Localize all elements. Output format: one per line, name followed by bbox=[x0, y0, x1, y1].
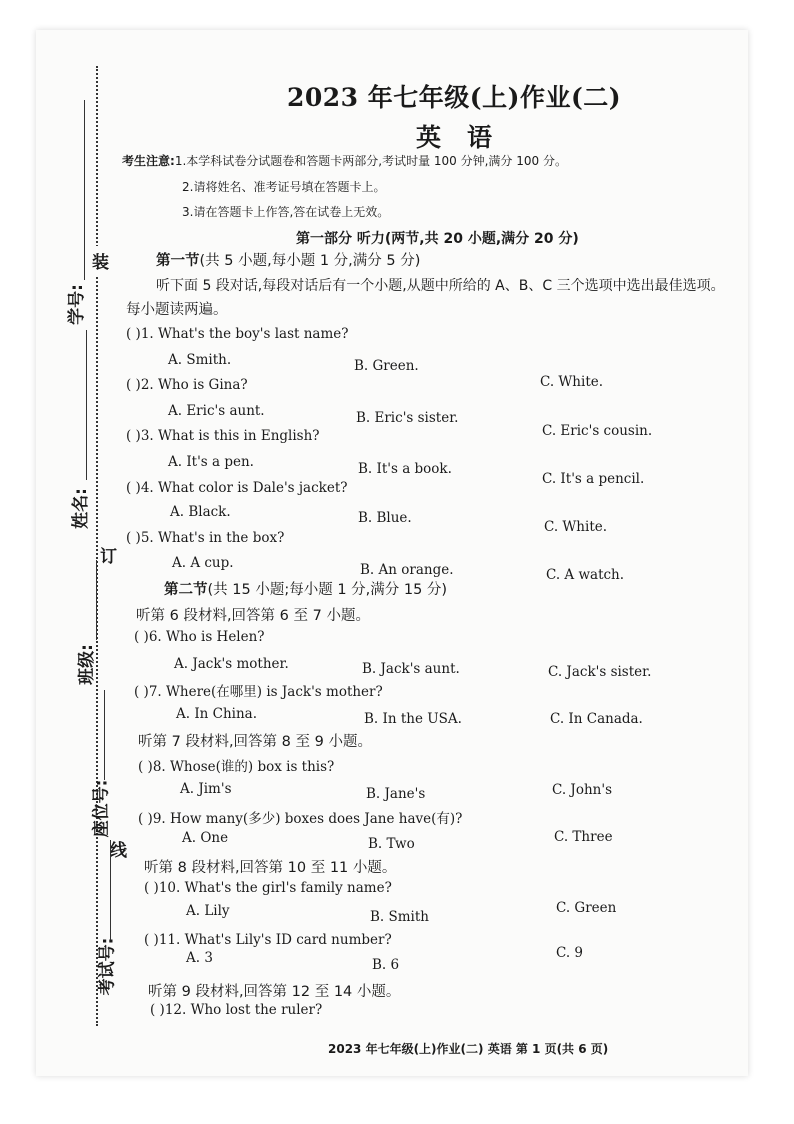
option-c: C. In Canada. bbox=[550, 711, 643, 727]
option-a: A. In China. bbox=[176, 706, 258, 722]
section1-info: (共 5 小题,每小题 1 分,满分 5 分) bbox=[199, 253, 421, 269]
question-6 bbox=[134, 629, 265, 645]
option-a: A. It's a pen. bbox=[168, 454, 254, 470]
option-b: B. 6 bbox=[372, 957, 400, 973]
answer-blank[interactable]: ( ) bbox=[126, 480, 141, 496]
option-c: C. White. bbox=[540, 374, 604, 390]
question-number: 11. bbox=[158, 932, 181, 948]
question-text: Where(在哪里) is Jack's mother? bbox=[166, 684, 383, 700]
material-note-7: 听第 7 段材料,回答第 8 至 9 小题。 bbox=[138, 734, 372, 750]
field-class-line bbox=[96, 560, 97, 640]
notice-item: 1.本学科试卷分试题卷和答题卡两部分,考试时量 100 分钟,满分 100 分。 bbox=[174, 154, 567, 168]
option-b: B. Jack's aunt. bbox=[362, 661, 460, 677]
question-1 bbox=[126, 326, 349, 342]
answer-blank[interactable]: ( ) bbox=[134, 629, 149, 645]
section2-info: (共 15 小题;每小题 1 分,满分 15 分) bbox=[207, 582, 448, 598]
option-c: C. A watch. bbox=[546, 567, 625, 583]
option-c: C. It's a pencil. bbox=[542, 471, 645, 487]
option-b: B. It's a book. bbox=[358, 461, 452, 477]
option-c: C. Green bbox=[556, 900, 617, 916]
question-3 bbox=[126, 428, 320, 444]
field-name-line bbox=[86, 330, 87, 480]
option-a: A. Lily bbox=[186, 903, 230, 919]
question-5 bbox=[126, 530, 284, 546]
option-b: B. In the USA. bbox=[364, 711, 462, 727]
answer-blank[interactable]: ( ) bbox=[138, 811, 153, 827]
answer-blank[interactable]: ( ) bbox=[138, 759, 153, 775]
question-text: What is this in English? bbox=[158, 428, 320, 444]
section2-title: 第二节 bbox=[164, 582, 208, 598]
binding-mark-xian: 线 bbox=[110, 834, 127, 863]
option-a: A. Jack's mother. bbox=[174, 656, 289, 672]
part1-heading: 第一部分 听力(两节,共 20 小题,满分 20 分) bbox=[296, 231, 579, 247]
question-12 bbox=[150, 1002, 322, 1018]
question-text: Whose(谁的) box is this? bbox=[170, 759, 335, 775]
question-9 bbox=[138, 807, 462, 827]
question-text: Who lost the ruler? bbox=[190, 1002, 323, 1018]
answer-blank[interactable]: ( ) bbox=[144, 880, 159, 896]
question-text: What's the girl's family name? bbox=[184, 880, 392, 896]
option-b: B. Blue. bbox=[358, 510, 412, 526]
option-b: B. Smith bbox=[370, 909, 429, 925]
section1-instruction-2: 每小题读两遍。 bbox=[126, 302, 228, 318]
question-number: 9. bbox=[152, 811, 166, 827]
question-text: Who is Gina? bbox=[158, 377, 248, 393]
field-student-number-line bbox=[84, 100, 85, 280]
question-number: 5. bbox=[140, 530, 154, 546]
question-number: 10. bbox=[158, 880, 181, 896]
material-note-9: 听第 9 段材料,回答第 12 至 14 小题。 bbox=[148, 984, 401, 1000]
material-note-8: 听第 8 段材料,回答第 10 至 11 小题。 bbox=[144, 860, 397, 876]
answer-blank[interactable]: ( ) bbox=[144, 932, 159, 948]
option-b: B. Eric's sister. bbox=[356, 410, 459, 426]
question-number: 4. bbox=[140, 480, 154, 496]
option-a: A. Black. bbox=[170, 504, 231, 520]
option-a: A. A cup. bbox=[172, 555, 234, 571]
field-class: 班级: bbox=[76, 644, 97, 685]
answer-blank[interactable]: ( ) bbox=[126, 428, 141, 444]
field-name: 姓名: bbox=[70, 488, 91, 529]
answer-blank[interactable]: ( ) bbox=[126, 377, 141, 393]
option-a: A. Eric's aunt. bbox=[168, 403, 265, 419]
field-exam-number: 考试号: bbox=[97, 937, 118, 996]
question-7 bbox=[134, 680, 383, 700]
question-text: What's Lily's ID card number? bbox=[184, 932, 392, 948]
answer-blank[interactable]: ( ) bbox=[134, 684, 149, 700]
section1-heading bbox=[156, 249, 420, 270]
question-text: Who is Helen? bbox=[166, 629, 265, 645]
subject-title: 英语 bbox=[416, 123, 519, 152]
section1-instruction: 听下面 5 段对话,每段对话后有一个小题,从题中所给的 A、B、C 三个选项中选出最佳选项。 bbox=[156, 278, 725, 294]
section1-title: 第一节 bbox=[156, 253, 200, 269]
option-a: A. One bbox=[182, 830, 229, 846]
answer-blank[interactable]: ( ) bbox=[150, 1002, 165, 1018]
notice-line-1 bbox=[122, 152, 567, 169]
question-number: 1. bbox=[140, 326, 154, 342]
answer-blank[interactable]: ( ) bbox=[126, 326, 141, 342]
question-text: What color is Dale's jacket? bbox=[158, 480, 348, 496]
question-8 bbox=[138, 755, 334, 775]
field-seat: 座位号: bbox=[91, 779, 112, 838]
question-number: 8. bbox=[152, 759, 166, 775]
option-b: B. Jane's bbox=[366, 786, 426, 802]
answer-blank[interactable]: ( ) bbox=[126, 530, 141, 546]
question-text: What's in the box? bbox=[158, 530, 285, 546]
option-c: C. Three bbox=[554, 829, 613, 845]
option-a: A. Smith. bbox=[168, 352, 232, 368]
question-number: 7. bbox=[148, 684, 162, 700]
option-c: C. Eric's cousin. bbox=[542, 423, 653, 439]
question-number: 2. bbox=[140, 377, 154, 393]
question-4 bbox=[126, 480, 348, 496]
question-10 bbox=[144, 880, 392, 896]
question-text: How many(多少) boxes does Jane have(有)? bbox=[170, 811, 463, 827]
option-b: B. Green. bbox=[354, 358, 419, 374]
question-11 bbox=[144, 932, 392, 948]
question-text: What's the boy's last name? bbox=[158, 326, 349, 342]
material-note-6: 听第 6 段材料,回答第 6 至 7 小题。 bbox=[136, 608, 370, 624]
option-b: B. Two bbox=[368, 836, 415, 852]
question-number: 3. bbox=[140, 428, 154, 444]
option-c: C. John's bbox=[552, 782, 612, 798]
question-number: 6. bbox=[148, 629, 162, 645]
field-student-number: 学号: bbox=[66, 284, 87, 325]
section2-heading bbox=[164, 578, 447, 599]
question-number: 12. bbox=[164, 1002, 187, 1018]
binding-dotted-line bbox=[96, 66, 98, 1026]
option-a: A. 3 bbox=[186, 950, 213, 966]
option-c: C. Jack's sister. bbox=[548, 664, 652, 680]
binding-mark-ding: 订 bbox=[100, 540, 117, 569]
option-c: C. White. bbox=[544, 519, 608, 535]
question-2 bbox=[126, 377, 248, 393]
option-c: C. 9 bbox=[556, 945, 584, 961]
page-footer: 2023 年七年级(上)作业(二) 英语 第 1 页(共 6 页) bbox=[328, 1042, 609, 1056]
notice-item: 3.请在答题卡上作答,答在试卷上无效。 bbox=[182, 205, 390, 219]
page-title: 2023 年七年级(上)作业(二) bbox=[287, 83, 622, 112]
field-seat-line bbox=[104, 690, 105, 780]
option-b: B. An orange. bbox=[360, 562, 454, 578]
notice-item: 2.请将姓名、准考证号填在答题卡上。 bbox=[182, 180, 386, 194]
field-exam-number-line bbox=[110, 840, 111, 940]
notice-label: 考生注意: bbox=[122, 154, 175, 168]
option-a: A. Jim's bbox=[180, 781, 232, 797]
binding-mark-zhuang: 装 bbox=[92, 246, 109, 275]
